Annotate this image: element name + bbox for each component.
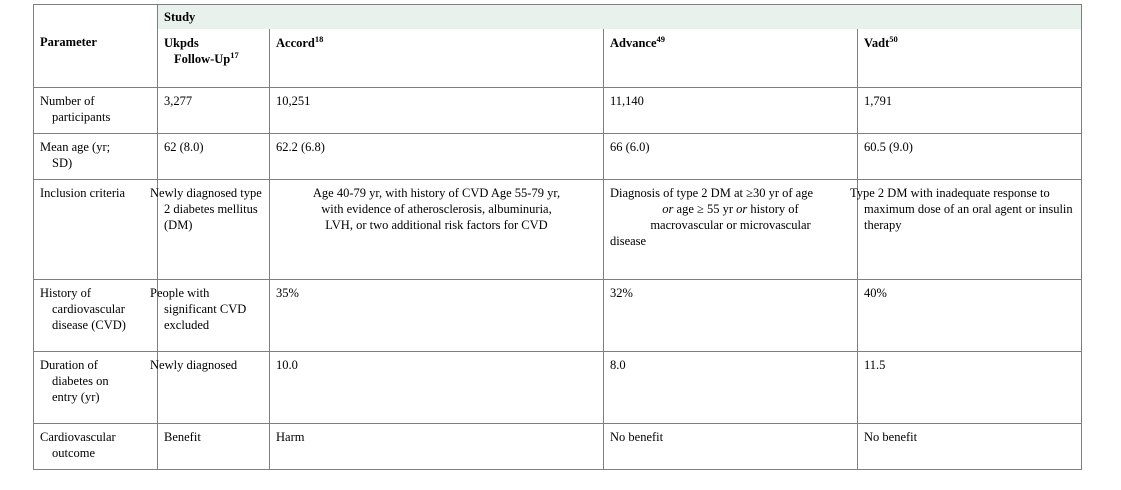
cell-vadt: 40% (858, 280, 1082, 352)
cell-advance: No benefit (604, 424, 858, 470)
cell-advance: Diagnosis of type 2 DM at ≥30 yr of age or age ≥ 55 yr or history of macrovascular or microvascular disease (604, 180, 858, 280)
vadt-reference-superscript: 50 (889, 33, 898, 44)
study-comparison-table (33, 4, 1082, 470)
cell-parameter: Duration of diabetes on entry (yr) (34, 352, 158, 424)
accord-reference-superscript: 18 (314, 33, 324, 44)
cell-accord: 35% (270, 280, 604, 352)
cell-parameter: Mean age (yr; SD) (34, 134, 158, 180)
cell-vadt: No benefit (858, 424, 1082, 470)
cell-parameter: Inclusion criteria (34, 180, 158, 280)
column-header-ukpds (158, 29, 270, 88)
cell-vadt: 60.5 (9.0) (858, 134, 1082, 180)
group-header-study: Study (158, 5, 1082, 30)
cell-ukpds: 3,277 (158, 88, 270, 134)
table-column-header-row (34, 29, 1082, 88)
cell-advance: 8.0 (604, 352, 858, 424)
cell-ukpds: Newly diagnosed type 2 diabetes mellitus (DM) (158, 180, 270, 280)
table-row (34, 180, 1082, 280)
cell-advance: 66 (6.0) (604, 134, 858, 180)
cell-advance: 11,140 (604, 88, 858, 134)
column-header-advance: Advance$^{49}$ (604, 29, 858, 88)
column-header-ukpds-line1: Ukpds (164, 36, 199, 50)
table-row (34, 280, 1082, 352)
cell-accord: 10,251 (270, 88, 604, 134)
table-row (34, 424, 1082, 470)
ukpds-reference-superscript: 17 (230, 49, 239, 60)
table-group-header-row (34, 5, 1082, 30)
cell-vadt: Type 2 DM with inadequate response to maximum dose of an oral agent or insulin therapy (858, 180, 1082, 280)
table-row (34, 88, 1082, 134)
cell-advance: 32% (604, 280, 858, 352)
column-header-parameter: Parameter (34, 29, 158, 88)
cell-ukpds: Newly diagnosed (158, 352, 270, 424)
cell-ukpds: People with significant CVD excluded (158, 280, 270, 352)
group-header-spacer (34, 5, 158, 30)
cell-vadt: 11.5 (858, 352, 1082, 424)
cell-parameter: History of cardiovascular disease (CVD) (34, 280, 158, 352)
advance-reference-superscript: 49 (656, 33, 666, 44)
cell-ukpds: 62 (8.0) (158, 134, 270, 180)
study-comparison-table-container (33, 4, 1081, 470)
table-row (34, 352, 1082, 424)
cell-vadt: 1,791 (858, 88, 1082, 134)
column-header-ukpds-line2: Follow-Up$^{17}$ (174, 49, 239, 66)
cell-ukpds: Benefit (158, 424, 270, 470)
cell-accord: 62.2 (6.8) (270, 134, 604, 180)
column-header-vadt: Vadt$^{50}$ (858, 29, 1082, 88)
cell-parameter: Cardiovascular outcome (34, 424, 158, 470)
cell-accord: Age 40-79 yr, with history of CVD Age 55-79 yr, with evidence of atherosclerosis, albuminuria, LVH, or two additional risk factors for CVD (270, 180, 604, 280)
cell-parameter: Number of participants (34, 88, 158, 134)
column-header-accord: Accord$^{18}$ (270, 29, 604, 88)
cell-accord: 10.0 (270, 352, 604, 424)
table-row (34, 134, 1082, 180)
cell-accord: Harm (270, 424, 604, 470)
